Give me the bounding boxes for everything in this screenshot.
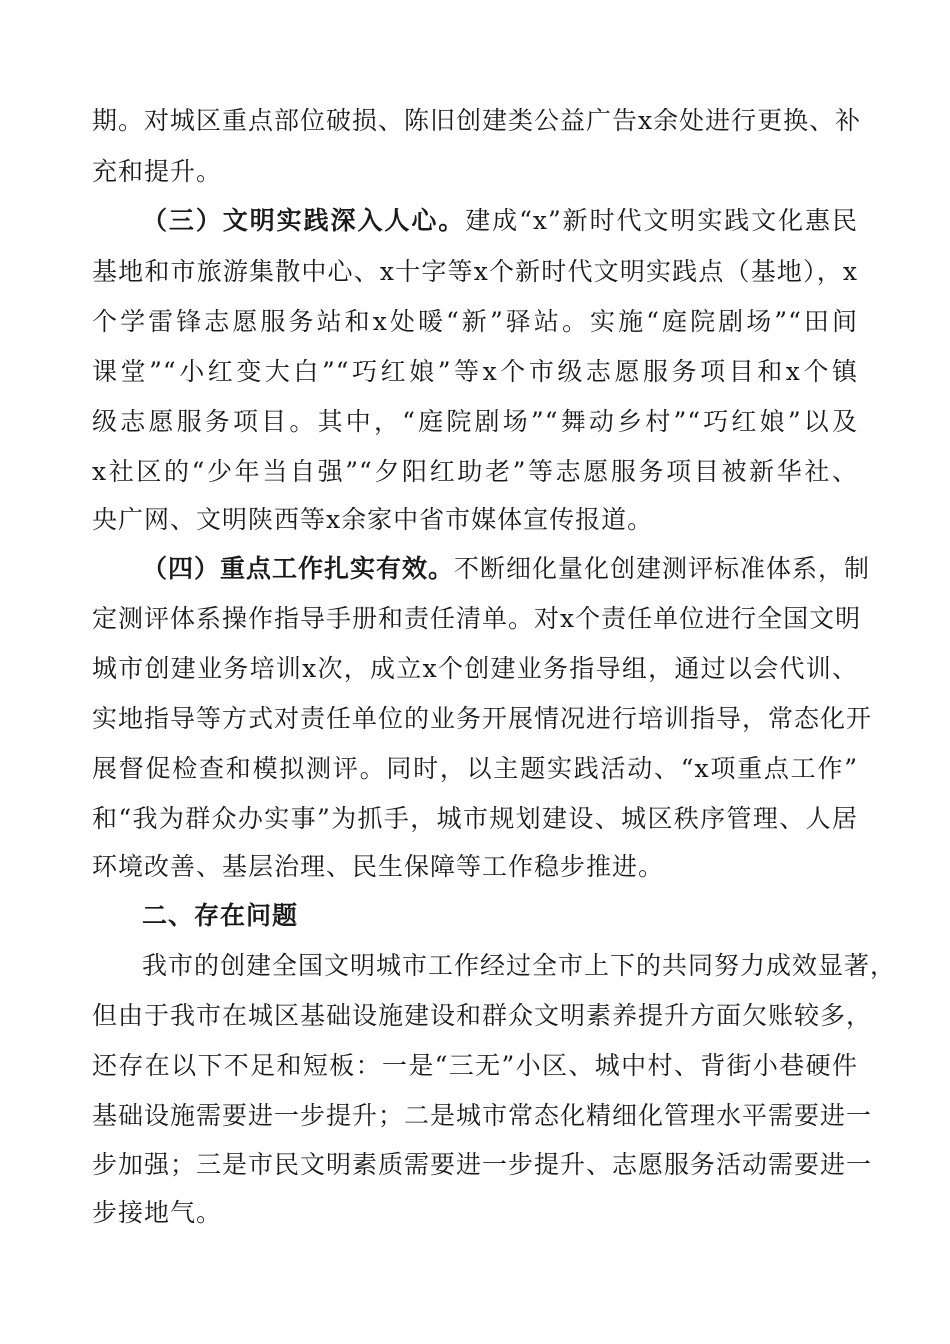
paragraph-line: 定测评体系操作指导手册和责任清单。对x个责任单位进行全国文明 — [92, 604, 862, 633]
paragraph-title: （三）文明实践深入人心。 — [142, 206, 466, 235]
paragraph-line: 期。对城区重点部位破损、陈旧创建类公益广告x余处进行更换、补 — [92, 106, 862, 135]
paragraph-line: 步接地气。 — [92, 1198, 223, 1227]
paragraph-title: （四）重点工作扎实有效。 — [142, 554, 455, 583]
paragraph-line: 还存在以下不足和短板：一是“三无”小区、城中村、背街小巷硬件 — [92, 1051, 858, 1080]
paragraph-line: 基础设施需要进一步提升；二是城市常态化精细化管理水平需要进一 — [92, 1101, 873, 1130]
paragraph-line: 基地和市旅游集散中心、x十字等x个新时代文明实践点（基地），x — [92, 257, 858, 286]
paragraph-first-line: 我市的创建全国文明城市工作经过全市上下的共同努力成效显著， — [142, 951, 897, 980]
paragraph-first-line — [142, 201, 858, 241]
paragraph-line: 央广网、文明陕西等x余家中省市媒体宣传报道。 — [92, 505, 654, 534]
paragraph-line: 充和提升。 — [92, 157, 223, 186]
paragraph-text: 建成“x”新时代文明实践文化惠民 — [465, 206, 858, 235]
paragraph-line: 课堂”“小红变大白”“巧红娘”等x个市级志愿服务项目和x个镇 — [92, 357, 858, 386]
paragraph-line: 城市创建业务培训x次，成立x个创建业务指导组，通过以会代训、 — [92, 654, 858, 683]
paragraph-line: 步加强；三是市民文明素质需要进一步提升、志愿服务活动需要进一 — [92, 1150, 873, 1179]
paragraph-line: 个学雷锋志愿服务站和x处暖“新”驿站。实施“庭院剧场”“田间 — [92, 307, 858, 336]
paragraph-text: 不断细化量化创建测评标准体系，制 — [454, 554, 871, 583]
paragraph-line: 展督促检查和模拟测评。同时，以主题实践活动、“x项重点工作” — [92, 754, 858, 783]
paragraph-line: 环境改善、基层治理、民生保障等工作稳步推进。 — [92, 852, 665, 881]
paragraph-line: 实地指导等方式对责任单位的业务开展情况进行培训指导，常态化开 — [92, 704, 873, 733]
paragraph-line: 但由于我市在城区基础设施建设和群众文明素养提升方面欠账较多， — [92, 1001, 873, 1030]
section-heading: 二、存在问题 — [142, 901, 299, 930]
paragraph-line: x社区的“少年当自强”“夕阳红助老”等志愿服务项目被新华社、 — [92, 457, 858, 486]
paragraph-line: 级志愿服务项目。其中，“庭院剧场”“舞动乡村”“巧红娘”以及 — [92, 407, 858, 436]
paragraph-first-line — [142, 549, 871, 589]
paragraph-line: 和“我为群众办实事”为抓手，城市规划建设、城区秩序管理、人居 — [92, 804, 858, 833]
